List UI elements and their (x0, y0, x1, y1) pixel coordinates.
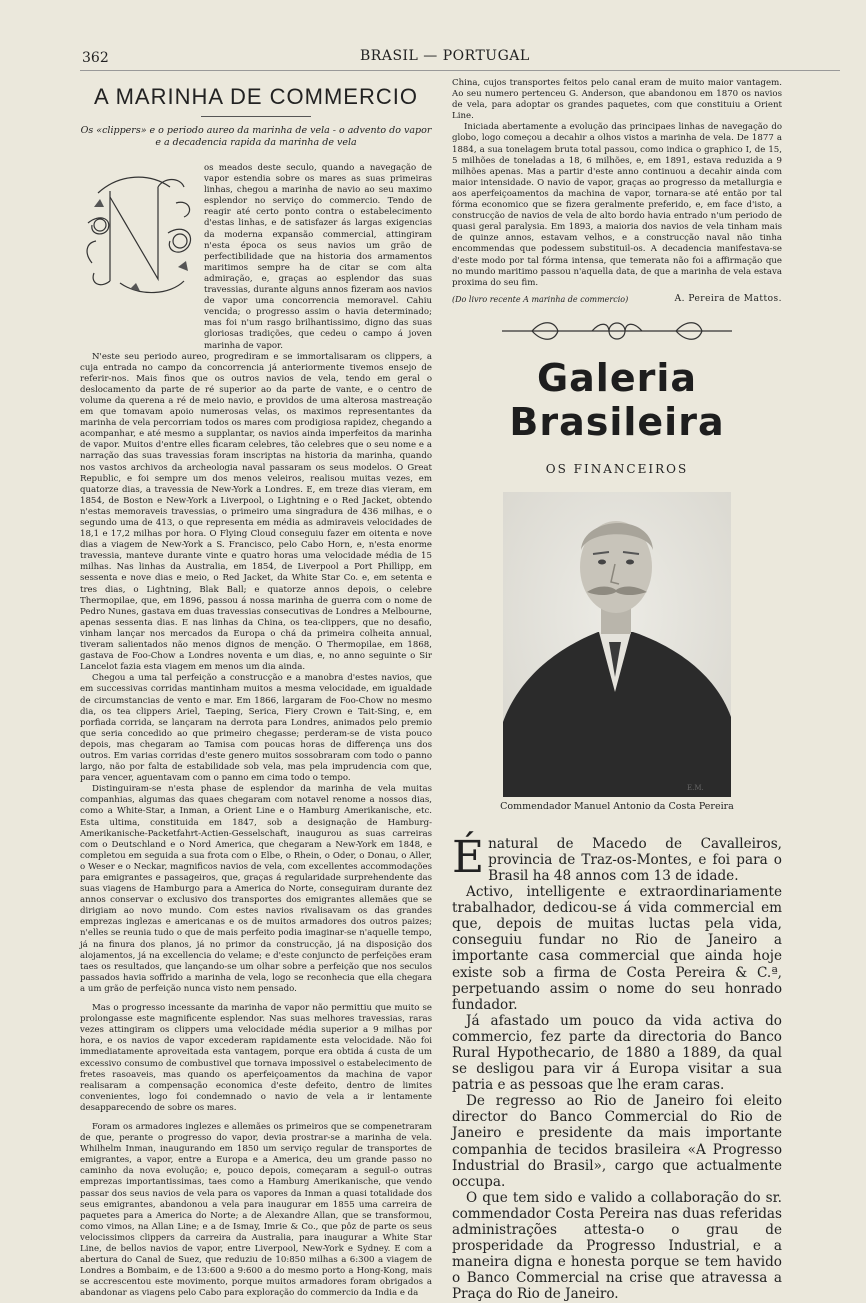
bio-dropcap: É (452, 831, 485, 883)
article-paragraph: Iniciada abertamente a evolução das principaes linhas de navegação do globo, logo começou a decahir a olhos vistos a marinha de vela. De 1877 a 1884, a sua tonelagem bruta total passou, como indica o graphico I, de 15, 5 milhões de toneladas a 18, 6 milhões, e, em 1891, estava reduzida a 9 milhões apenas. Mas a partir d'este anno continuou a decahir ainda com maior intensidade. O navio de vapor, graças ao progresso da metallurgia e aos aperfeiçoamentos da machina de vapor, tornara-se até então por tal fórma economico que se fizera geralmente preferido, e, em face d'isto, a construcção de navios de vela de alto bordo havia entrado n'um periodo de quasi geral paralysia. Em 1893, a maioria dos navios de vela tinham mais de quinze annos, estavam velhos, e a construcção naval não tinha encommendas que podessem substituil-os. A decadencia manifestava-se d'este modo por tal fórma intensa, que temerata não foi a affirmação que no mundo maritimo passou n'aquella data, de que a marinha de vela estava proxima do seu fim. (452, 122, 782, 288)
right-column (452, 78, 782, 1303)
page-number: 362 (82, 50, 109, 66)
article-paragraph: Foram os armadores inglezes e allemães os primeiros que se compenetraram de que, perante o progresso do vapor, devia prostrar-se a marinha de vela. Whilhelm Inman, inaugurando em 1850 um serviço regular de transportes de emigrantes, a vapor, entre a Europa e a America, deu um grande passo no caminho da nova evolução; e, pouco depois, começaram a seguil-o outras emprezas importantissimas, taes como a Hamburg Amerikanische, que vendo passar dos seus navios de vela para os vapores da Inman a quasi totalidade dos seus emigrantes, abandonou a vela para inaugurar em 1855 uma carreira de paquetes para a America do Norte; a de Alexandre Allan, que se transformou, como vimos, na Allan Line; e a de Ismay, Imrie & Co., que pôz de parte os seus velocissimos clippers da carreira da Australia, para inaugurar a White Star Line, de bellos navios de vapor, entre Liverpool, New-York e Sydney. E com a abertura do Canal de Suez, que reduziu de 10:850 milhas a 6:300 a viagem de Londres a Bombaim, e de 13:600 a 9:600 a do mesmo porto a Hong-Kong, mais se accrescentou este movimento, porque muitos armadores foram obrigados a abandonar as viagens pelo Cabo para exploração do commercio da India e da (80, 1121, 432, 1299)
article-paragraph: Chegou a uma tal perfeição a construcção e a manobra d'estes navios, que em successivas corridas mantinham muitos a mesma velocidade, em igualdade de circumstancias de vento e mar. Em 1866, largaram de Foo-Chow no mesmo dia, os tea clippers Ariel, Taeping, Serica, Fiery Crown e Tait-Sing, e, em porfiada corrida, se lançaram na derrota para Londres, animados pelo premio que seria concedido ao que primeiro chegasse; perderam-se de vista pouco depois, mas chegaram ao Tamisa com poucas horas de differença uns dos outros. Em varias corridas d'este genero muitos sossobraram com todo o panno largo, não por falta de estabilidade sob vela, mas pela imprudencia com que, para vencer, aguentavam com o panno em cima todo o tempo. (80, 673, 432, 784)
gallery-title: Galeria Brasileira (509, 355, 725, 444)
article-continuation (452, 78, 782, 289)
article-author: A. Pereira de Mattos. (674, 293, 782, 304)
header-rule (80, 70, 840, 71)
photo-signature: E.M. (687, 783, 704, 792)
article-source: (Do livro recente A marinha de commercio) (452, 294, 629, 304)
ornamental-initial-n-icon (80, 163, 198, 301)
title-rule (201, 116, 311, 117)
article-paragraph: N'este seu periodo aureo, progrediram e se immortalisaram os clippers, a cuja entrada no campo da concorrencia já anteriormente tivemos ensejo de referir-nos. Mais finos que os outros navios de vela, tendo em geral o deslocamento da parte de ré superior ao da parte de vante, e o centro de volume da querena a ré de meio navio, e providos de uma alterosa mastreação em que tomavam apoio numerosas velas, os maximos representantes da marinha de vela percorriam todos os mares com prodigiosa rapidez, chegando a acompanhar, e até mesmo a supplantar, os navios ainda imperfeitos da marinha de vapor. Muitos d'entre elles ficaram celebres, tão celebres que o seu nome e a narração das suas travessias foram inscriptas na historia da marinha, quando nos vastos archivos da archeologia naval passaram os seus modelos. O Great Republic, e foi sempre um dos menos veleiros, realisou muitas vezes, em quatorze dias, a travessia de New-York a Londres. E, em treze dias vieram, em 1854, de Boston e New-York a Liverpool, o Lightning e o Red Jacket, obtendo n'estas memoraveis travessias, o primeiro uma singradura de 436 milhas, e o segundo uma de 413, o que representa em média as admiraveis velocidades de 18,1 e 17,2 milhas por hora. O Flying Cloud conseguiu fazer em oitenta e nove dias a viagem de New-York a S. Francisco, pelo Cabo Horn, e, n'esta enorme travessia, manteve durante vinte e quatro horas uma velocidade média de 15 milhas. Nas linhas da Australia, em 1854, de Liverpool a Port Phillipp, em sessenta e nove dias e meio, o Red Jacket, da White Star Co. e, em setenta e tres dias, o Lightning, Blak Ball; e quatorze annos depois, o celebre Thermopilae, que, em 1896, passou á nossa marinha de guerra com o nome de Pedro Nunes, gastava em duas travessias consecutivas de Londres a Melbourne, apenas sessenta dias. E nas linhas da China, os tea-clippers, que no desafio, vinham lançar nos mercados da Europa o chá da primeira colheita annual, tiveram salientados não menos dignos de menção. O Thermopilae, em 1868, gastava de Foo-Chow a Londres noventa e um dias, e, no anno seguinte o Sir Lancelot fazia esta viagem em menos um dia ainda. (80, 351, 433, 673)
bio-paragraph: Já afastado um pouco da vida activa do commercio, fez parte da directoria do Banco Rural Hypothecario, de 1880 a 1889, da qual se desligou para vir á Europa visitar a sua patria e as pessoas que lhe eram caras. (452, 1012, 782, 1094)
bio-paragraph: O que tem sido e valido a collaboração do sr. commendador Costa Pereira nas duas referidas administrações attesta-o o grau de prosperidade da Progresso Industrial, e a maneira digna e honesta porque se tem havido o Banco Commercial na crise que atravessa a Praça do Rio de Janeiro. (452, 1189, 782, 1303)
article-column (80, 78, 432, 1299)
bio-paragraph (452, 831, 782, 884)
gallery-section: OS FINANCEIROS (545, 461, 689, 476)
bio-paragraph: Activo, intelligente e extraordinariamente trabalhador, dedicou-se á vida commercial em que, depois de muitas luctas pela vida, conseguiu fundar no Rio de Janeiro a importante casa commercial que ainda hoje existe sob a firma de Costa Pereira & C.ª, perpetuando assim o nome do seu honrado fundador. (452, 884, 782, 1013)
bio-paragraph: De regresso ao Rio de Janeiro foi eleito director do Banco Commercial do Rio de Janeiro e presidente da mais importante companhia de tecidos brasileira «A Progresso Industrial do Brasil», cargo que actualmente occupa. (452, 1093, 782, 1190)
article-paragraph: China, cujos transportes feitos pelo canal eram de muito maior vantagem. Ao seu numero pertenceu G. Anderson, que abandonou em 1870 os navios de vela, para adoptar os grandes paquetes, com que constituiu a Orient Line. (452, 78, 782, 122)
floral-divider-icon (492, 318, 742, 344)
biography (452, 831, 782, 1303)
portrait-caption: Commendador Manuel Antonio da Costa Pereira (500, 800, 734, 812)
running-title: BRASIL — PORTUGAL (360, 48, 530, 64)
article-paragraph: Distinguiram-se n'esta phase de esplendor da marinha de vela muitas companhias, algumas das quaes chegaram com notavel renome a nossos dias, como a White-Star, a Inman, a Orient Line e o Hamburg Amerikanische, etc. Esta ultima, constituida em 1847, sob a designação de Hamburg-Amerikanische-Packetfahrt-Actien-Gesselschaft, inaugurou as suas carreiras com o Deutschland e o Nord America, que chegaram a New-York em 1848, e completou em seguida a sua frota com o Elbe, o Rhein, o Oder, o Donau, o Aller, o Weser e o Neckar, magnificos navios de vela, com excellentes accommodações para emigrantes e passageiros, que, graças á regularidade surprehendente das suas viagens de Hamburgo para a America do Norte, conseguiram durante dez annos conservar o exclusivo dos transportes dos emigrantes allemães que se dirigiam ao novo mundo. Com estes navios rivalisavam os das grandes emprezas inglezas e americanas e os de muitos armadores dos outros paizes; n'elles se reunia tudo o que de mais perfeito podia imaginar-se n'aquelle tempo, já na finura dos planos, já no primor da construcção, já na disposição dos alojamentos, já na excellencia do velame; e d'este conjuncto de perfeições eram taes os resultados, que lançando-se um olhar sobre a perfeição que nos seculos passados havia soffrido a marinha de vela, logo se reconhecia que ella chegara a um grão de perfeição nunca visto nem pensado. (80, 784, 432, 994)
lead-block (80, 163, 432, 352)
article-body (80, 352, 432, 1300)
portrait-photo (503, 492, 731, 797)
article-lead: os meados deste seculo, quando a navegação de vapor estendia sobre os mares as suas primeiras linhas, chegou a marinha de navio ao seu maximo esplendor no serviço do commercio. Tendo de reagir até certo ponto contra o estabelecimento d'estas linhas, e de satisfazer ás largas exigencias da moderna expansão commercial, attingiram n'esta época os seus navios um grão de perfectibilidade que na historia dos armamentos maritimos sempre ha de citar se com alta admiração, e, graças ao esplendor das suas travessias, durante alguns annos fizeram aos navios de vapor uma concorrencia memoravel. Cahiu vencida; o progresso assim o havia determinado; mas foi n'um rasgo brilhantissimo, digno das suas gloriosas tradições, que cedeu o campo á joven marinha de vapor. (204, 163, 432, 351)
bio-first-text: natural de Macedo de Cavalleiros, provincia de Traz-os-Montes, e foi para o Brasil ha 48 annos com 13 de idade. (488, 835, 782, 884)
article-subtitle: Os «clippers» e o periodo aureo da marinha de vela - o advento do vapor e a decadencia rapida da marinha de vela (80, 125, 432, 148)
article-paragraph: Mas o progresso incessante da marinha de vapor não permittiu que muito se prolongasse este magnificente esplendor. Nas suas melhores travessias, raras vezes attingiram os clippers uma velocidade média superior a 9 milhas por hora, e os navios de vapor excederam rapidamente esta velocidade. Não foi immediatamente aproveitada esta vantagem, porque era obtida á custa de um excessivo consumo de combustivel que tornava impossivel o estabelecimento de fretes rasoaveis, mas quando os aperfeiçoamentos da machina de vapor realisaram a compensação economica d'este defeito, dentro de limites convenientes, logo foi condemnado o navio de vela a ir lentamente desapparecendo de sobre os mares. (80, 1003, 432, 1113)
article-title: A MARINHA DE COMMERCIO (94, 84, 418, 109)
